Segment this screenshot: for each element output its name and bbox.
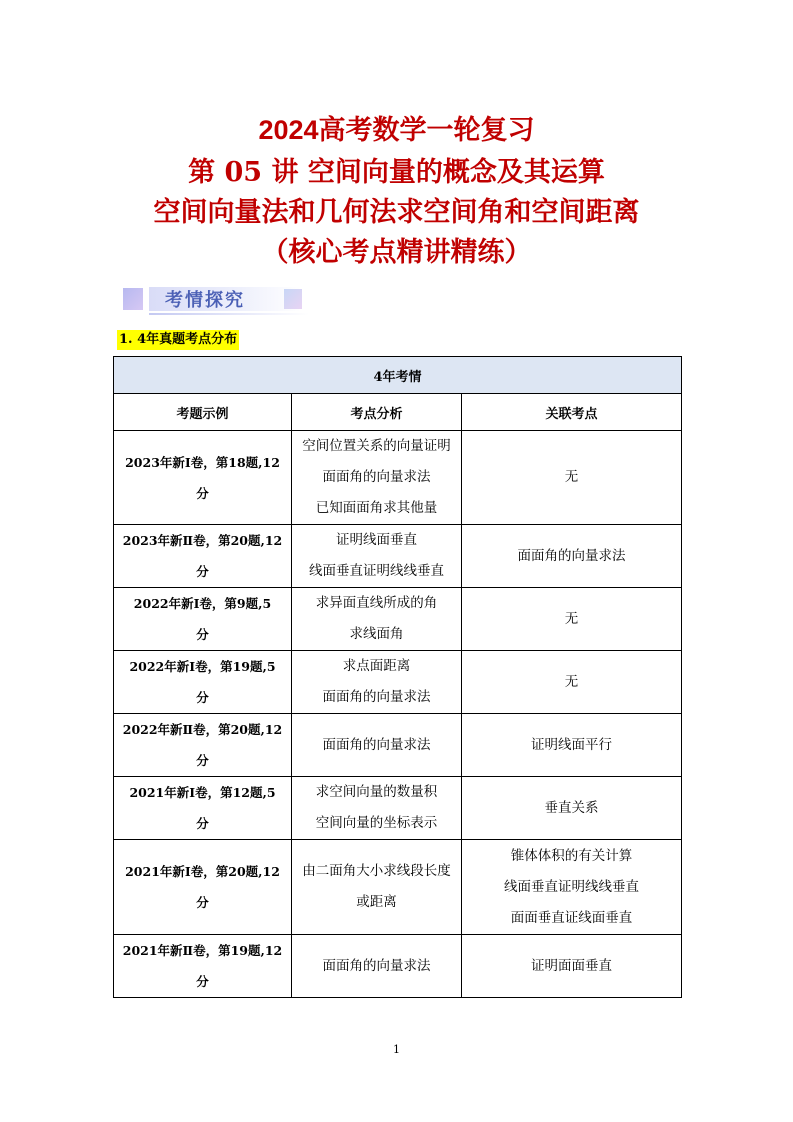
cell-related bbox=[462, 588, 682, 651]
cell-analysis bbox=[292, 714, 462, 777]
cell-related-line: 无 bbox=[564, 610, 579, 627]
cell-exam bbox=[114, 588, 292, 651]
cell-analysis-line: 面面角的向量求法 bbox=[322, 469, 431, 485]
title-lecture: 第 05 讲 空间向量的概念及其运算 bbox=[188, 157, 605, 188]
header-analysis: 考点分析 bbox=[292, 394, 462, 431]
table-row bbox=[114, 840, 682, 935]
cell-analysis bbox=[292, 651, 462, 714]
header-related: 关联考点 bbox=[462, 394, 682, 431]
table-row bbox=[114, 651, 682, 714]
cell-exam-line: 2023年新I卷，第18题,12 bbox=[125, 454, 280, 470]
cell-analysis-line: 由二面角大小求线段长度 bbox=[302, 863, 451, 879]
cell-exam-line: 分 bbox=[196, 485, 209, 501]
cell-analysis-line: 空间向量的坐标表示 bbox=[315, 815, 438, 831]
table-row bbox=[114, 714, 682, 777]
cell-analysis-line: 求空间向量的数量积 bbox=[315, 784, 438, 800]
cell-related-line: 无 bbox=[564, 469, 579, 485]
cell-related bbox=[462, 714, 682, 777]
cell-analysis-line: 面面角的向量求法 bbox=[322, 689, 431, 705]
section-banner bbox=[123, 285, 309, 317]
banner-square-left-icon bbox=[123, 288, 143, 310]
cell-analysis-line: 求异面直线所成的角 bbox=[315, 595, 438, 611]
table-row bbox=[114, 431, 682, 525]
cell-exam-line: 2023年新Ⅱ卷，第20题,12 bbox=[122, 533, 283, 548]
cell-related bbox=[462, 777, 682, 840]
cell-related-line: 无 bbox=[564, 673, 579, 690]
cell-related-line: 面面垂直证线面垂直 bbox=[510, 909, 633, 926]
cell-exam-line: 2022年新Ⅱ卷，第20题,12 bbox=[122, 722, 283, 737]
cell-exam-line: 分 bbox=[196, 895, 209, 910]
cell-exam-line: 分 bbox=[196, 690, 209, 705]
table-row bbox=[114, 525, 682, 588]
cell-analysis bbox=[292, 431, 462, 525]
cell-exam bbox=[114, 777, 292, 840]
cell-related bbox=[462, 431, 682, 525]
page-number: 1 bbox=[393, 1043, 400, 1056]
cell-exam-line: 2022年新I卷，第9题,5 bbox=[133, 596, 272, 611]
cell-related-line: 锥体体积的有关计算 bbox=[510, 847, 633, 864]
title-course: 2024高考数学一轮复习 bbox=[258, 115, 535, 145]
cell-exam-line: 2021年新I卷，第20题,12 bbox=[125, 864, 280, 879]
cell-analysis bbox=[292, 935, 462, 998]
cell-analysis-line: 线面垂直证明线线垂直 bbox=[309, 563, 444, 579]
title-topic: 空间向量法和几何法求空间角和空间距离 bbox=[153, 197, 640, 228]
cell-exam bbox=[114, 935, 292, 998]
table-row bbox=[114, 935, 682, 998]
cell-exam bbox=[114, 525, 292, 588]
cell-exam-line: 2022年新I卷，第19题,5 bbox=[129, 659, 276, 674]
banner-underline bbox=[149, 313, 309, 315]
cell-related-line: 面面角的向量求法 bbox=[517, 547, 626, 564]
cell-analysis bbox=[292, 588, 462, 651]
cell-analysis-line: 或距离 bbox=[356, 894, 397, 910]
cell-analysis bbox=[292, 777, 462, 840]
header-exam: 考题示例 bbox=[114, 394, 292, 431]
cell-analysis-line: 面面角的向量求法 bbox=[322, 957, 431, 974]
cell-exam-line: 分 bbox=[196, 816, 209, 831]
banner-square-right-icon bbox=[284, 289, 302, 309]
cell-analysis-line: 面面角的向量求法 bbox=[322, 736, 431, 753]
cell-related bbox=[462, 935, 682, 998]
cell-exam-line: 分 bbox=[196, 564, 209, 579]
title-subtitle: （核心考点精讲精练） bbox=[261, 237, 532, 268]
cell-analysis bbox=[292, 525, 462, 588]
cell-related-line: 线面垂直证明线线垂直 bbox=[504, 878, 639, 895]
cell-exam bbox=[114, 840, 292, 935]
cell-analysis-line: 求线面角 bbox=[349, 626, 404, 642]
cell-exam bbox=[114, 714, 292, 777]
cell-analysis-line: 求点面距离 bbox=[342, 658, 411, 674]
cell-related-line: 证明面面垂直 bbox=[531, 957, 612, 974]
cell-related-line: 垂直关系 bbox=[544, 799, 599, 816]
cell-related-line: 证明线面平行 bbox=[531, 736, 612, 753]
cell-related bbox=[462, 525, 682, 588]
cell-related bbox=[462, 651, 682, 714]
table-body bbox=[114, 431, 682, 998]
cell-exam bbox=[114, 651, 292, 714]
document-title-block bbox=[0, 110, 793, 273]
table-row bbox=[114, 588, 682, 651]
cell-exam-line: 分 bbox=[196, 974, 209, 989]
section-heading: 1. 4年真题考点分布 bbox=[117, 330, 239, 350]
cell-analysis bbox=[292, 840, 462, 935]
cell-analysis-line: 空间位置关系的向量证明 bbox=[302, 438, 451, 454]
cell-exam-line: 分 bbox=[196, 753, 209, 768]
exam-distribution-table bbox=[113, 356, 682, 998]
table-row bbox=[114, 777, 682, 840]
cell-exam-line: 2021年新Ⅱ卷，第19题,12 bbox=[122, 943, 283, 958]
table-caption: 4年考情 bbox=[114, 357, 682, 394]
cell-analysis-line: 证明线面垂直 bbox=[336, 532, 417, 548]
cell-exam bbox=[114, 431, 292, 525]
cell-exam-line: 2021年新I卷，第12题,5 bbox=[129, 785, 276, 800]
cell-related bbox=[462, 840, 682, 935]
cell-exam-line: 分 bbox=[196, 627, 209, 642]
banner-label: 考情探究 bbox=[165, 290, 245, 311]
cell-analysis-line: 已知面面角求其他量 bbox=[315, 500, 438, 516]
